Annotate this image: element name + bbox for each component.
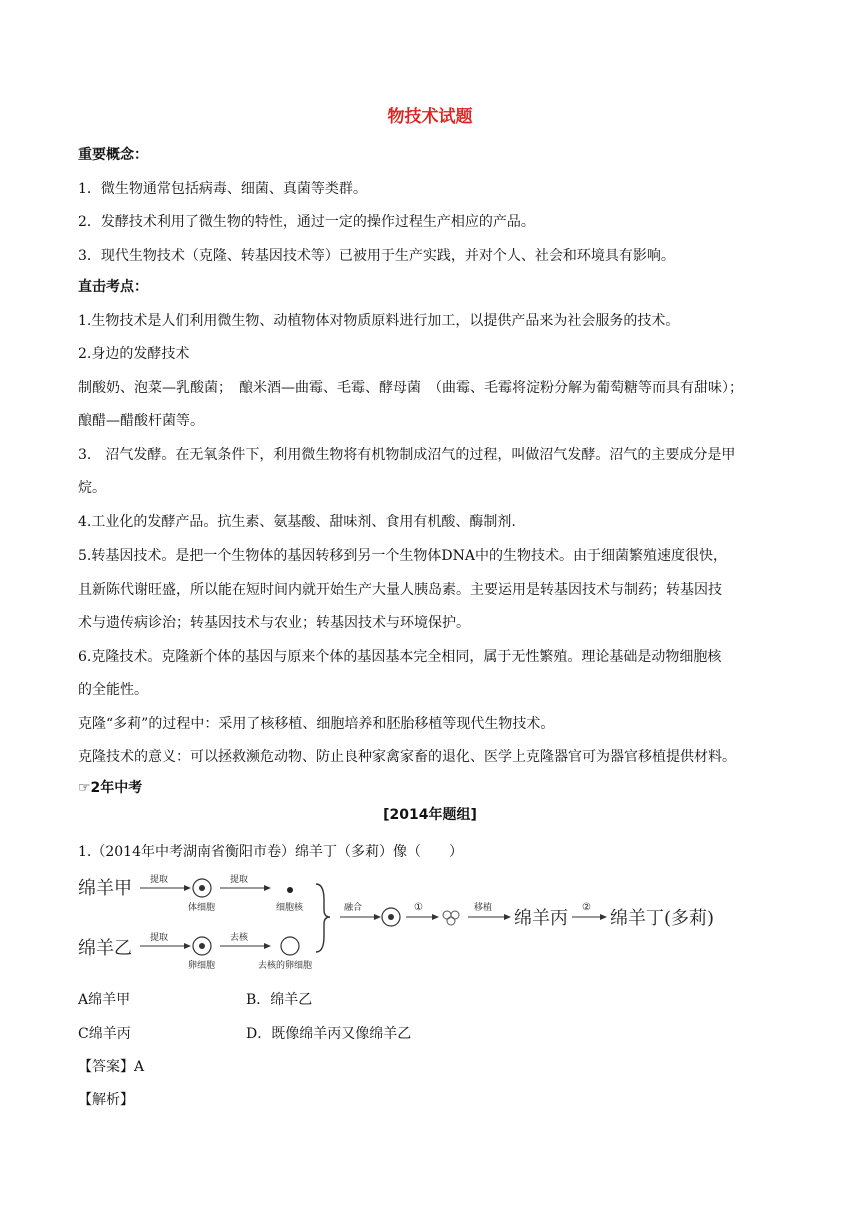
enucleated-cell-shape <box>281 937 299 955</box>
keypoint-line: 5.转基因技术。是把一个生物体的基因转移到另一个生物体DNA中的生物技术。由于细菌繁殖速度很快， <box>78 548 727 564</box>
arrowhead <box>184 943 191 949</box>
group-heading: [2014年题组] <box>383 807 477 823</box>
sheep-c-label: 绵羊丙 <box>514 908 568 929</box>
concept-item-1: 1．微生物通常包括病毒、细菌、真菌等类群。 <box>78 181 367 197</box>
option-c: C绵羊丙 <box>78 1026 131 1042</box>
enucleated-label: 去核的卵细胞 <box>258 961 313 971</box>
option-a: A绵羊甲 <box>78 992 131 1008</box>
section-heading: ☞2年中考 <box>78 780 143 796</box>
arrowhead <box>184 885 191 891</box>
keypoint-line: 克隆技术的意义：可以拯救濒危动物、防止良种家禽家畜的退化、医学上克隆器官可为器官移植提供材料。 <box>78 749 736 765</box>
egg-cell-label: 卵细胞 <box>188 961 216 971</box>
keypoint-line: 1.生物技术是人们利用微生物、动植物体对物质原料进行加工，以提供产品来为社会服务的技术。 <box>78 313 680 329</box>
keypoint-line: 烷。 <box>78 480 106 496</box>
option-b: B．绵羊乙 <box>246 992 313 1008</box>
keypoint-line: 酿醋—醋酸杆菌等。 <box>78 413 204 429</box>
keypoints-heading: 直击考点： <box>78 279 148 295</box>
body-cell-nucleus <box>199 885 205 891</box>
answer: 【答案】A <box>78 1059 145 1075</box>
keypoint-line: 制酸奶、泡菜—乳酸菌； 酿米酒—曲霉、毛霉、酵母菌 （曲霉、毛霉将淀粉分解为葡萄糖等而具有甜味）； <box>78 380 743 396</box>
keypoint-line: 且新陈代谢旺盛，所以能在短时间内就开始生产大量人胰岛素。主要运用是转基因技术与制药；转基因技 <box>78 582 722 598</box>
keypoint-line: 术与遗传病诊治；转基因技术与农业；转基因技术与环境保护。 <box>78 615 470 631</box>
embryo-cell <box>447 917 455 925</box>
fuse-label: 融合 <box>344 903 363 913</box>
egg-cell-nucleus <box>199 943 205 949</box>
fused-cell-nucleus <box>388 914 394 920</box>
page-title: 物技术试题 <box>387 107 473 127</box>
remove-nucleus-label: 去核 <box>230 933 249 943</box>
sheep-d-label: 绵羊丁(多莉) <box>610 908 715 929</box>
arrowhead <box>504 914 511 920</box>
question-stem: 1.（2014年中考湖南省衡阳市卷）绵羊丁（多莉）像（ ） <box>78 844 463 860</box>
arrowhead <box>374 914 381 920</box>
analysis-heading: 【解析】 <box>78 1092 134 1108</box>
arrowhead <box>432 914 439 920</box>
nucleus-label: 细胞核 <box>276 903 304 913</box>
take-a-label: 提取 <box>150 875 169 885</box>
extract-label: 提取 <box>230 875 249 885</box>
keypoint-line: 的全能性。 <box>78 682 148 698</box>
arrowhead <box>264 885 271 891</box>
body-cell-label: 体细胞 <box>188 903 216 913</box>
keypoint-line: 4.工业化的发酵产品。抗生素、氨基酸、甜味剂、食用有机酸、酶制剂. <box>78 514 516 530</box>
take-b-label: 提取 <box>150 933 169 943</box>
embryo-cell <box>443 911 451 919</box>
arrowhead <box>264 943 271 949</box>
cloning-process-diagram <box>78 870 728 976</box>
arrowhead <box>600 914 607 920</box>
concept-item-2: 2．发酵技术利用了微生物的特性，通过一定的操作过程生产相应的产品。 <box>78 214 535 230</box>
keypoint-line: 克隆“多莉”的过程中：采用了核移植、细胞培养和胚胎移植等现代生物技术。 <box>78 716 555 732</box>
step3-label: ② <box>582 902 591 913</box>
keypoint-line: 3. 沼气发酵。在无氧条件下，利用微生物将有机物制成沼气的过程，叫做沼气发酵。沼气的主要成分是甲 <box>78 447 736 463</box>
transplant-label: 移植 <box>474 903 493 913</box>
sheep-a-label: 绵羊甲 <box>78 878 132 899</box>
concepts-heading: 重要概念： <box>78 147 148 163</box>
option-d: D．既像绵羊丙又像绵羊乙 <box>246 1026 412 1042</box>
keypoint-line: 2.身边的发酵技术 <box>78 346 190 362</box>
keypoint-line: 6.克隆技术。克隆新个体的基因与原来个体的基因基本完全相同，属于无性繁殖。理论基础是动物细胞核 <box>78 649 722 665</box>
step1-label: ① <box>414 902 423 913</box>
nucleus-shape <box>287 887 293 893</box>
concept-item-3: 3．现代生物技术（克隆、转基因技术等）已被用于生产实践，并对个人、社会和环境具有影响。 <box>78 248 675 264</box>
sheep-b-label: 绵羊乙 <box>78 938 132 959</box>
brace <box>316 884 330 952</box>
embryo-cell <box>451 911 459 919</box>
